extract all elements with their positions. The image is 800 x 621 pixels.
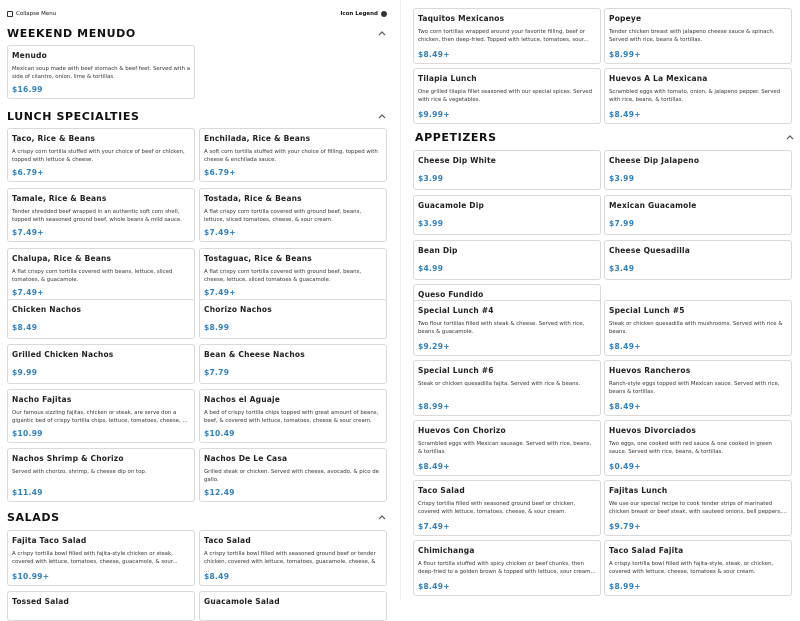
menu-item-price: $10.49 <box>204 429 235 438</box>
appetizers-title: APPETIZERS <box>415 130 497 144</box>
menu-item-description: A crispy tortilla bowl filled with seasoned ground beef or tender chicken, covered with lettuce, tomatoes, guacamole, cheese, & ... <box>204 551 376 574</box>
menu-item-card[interactable] <box>199 188 387 242</box>
menu-item-name: Nachos Shrimp & Chorizo <box>12 454 124 463</box>
menu-item-name: Huevos Divorciados <box>609 426 697 435</box>
menu-item-name: Tamale, Rice & Beans <box>12 194 107 203</box>
menu-item-description: Two flour tortillas filled with steak & cheese. Served with rice, beans & guacamole. <box>418 321 585 336</box>
menu-item-card[interactable] <box>413 300 601 356</box>
menu-item-name: Popeye <box>609 14 642 23</box>
menu-item-card[interactable] <box>604 480 792 536</box>
menu-item-card[interactable] <box>604 150 792 190</box>
menu-item-name: Queso Fundido <box>418 290 484 299</box>
menu-item-card[interactable] <box>199 248 387 302</box>
menu-item-price: $7.79 <box>204 368 230 377</box>
menu-item-price: $8.99 <box>204 323 230 332</box>
menu-item-name: Chorizo Nachos <box>204 305 272 314</box>
menu-item-price: $11.49 <box>12 488 43 497</box>
menu-item-card[interactable] <box>413 240 601 280</box>
menu-item-description: Mexican soup made with beef stomach & beef feet. Served with a side of cilantro, onion, lime & tortillas. <box>12 66 191 81</box>
menu-item-price: $8.49+ <box>418 50 450 59</box>
menu-item-name: Mexican Guacamole <box>609 201 697 210</box>
menu-item-name: Huevos A La Mexicana <box>609 74 708 83</box>
menu-item-name: Special Lunch #6 <box>418 366 494 375</box>
menu-item-card[interactable] <box>604 240 792 280</box>
menu-item-price: $7.49+ <box>418 522 450 531</box>
menu-item-description: A crispy corn tortilla stuffed with your choice of beef or chicken, topped with lettuce & cheese. <box>12 149 185 164</box>
menu-item-card[interactable] <box>604 360 792 416</box>
weekend-menudo-title: WEEKEND MENUDO <box>7 26 136 40</box>
menu-item-card[interactable] <box>7 248 195 302</box>
menu-item-name: Taco, Rice & Beans <box>12 134 96 143</box>
menu-item-card[interactable] <box>7 299 195 339</box>
menu-item-description: Scrambled eggs with Mexican sausage. Served with rice, beans, & tortillas. <box>418 441 592 456</box>
weekend-menudo-header[interactable] <box>7 24 387 42</box>
menu-item-name: Tostaguac, Rice & Beans <box>204 254 312 263</box>
menu-item-card[interactable] <box>604 420 792 476</box>
menu-item-name: Cheese Dip Jalapeno <box>609 156 700 165</box>
menu-item-name: Huevos Rancheros <box>609 366 691 375</box>
menu-item-price: $8.49+ <box>609 342 641 351</box>
menu-item-card[interactable] <box>604 300 792 356</box>
menu-item-card[interactable] <box>7 591 195 621</box>
menu-item-name: Nachos De Le Casa <box>204 454 288 463</box>
menu-item-price: $6.79+ <box>204 168 236 177</box>
menu-item-price: $8.99+ <box>609 582 641 591</box>
menu-item-name: Special Lunch #5 <box>609 306 685 315</box>
menu-item-description: A crispy tortilla bowl filled with fajita-style, steak, or chicken, covered with lettuce, cheese, tomatoes & sour cream. <box>609 561 774 576</box>
icon-legend-label: Icon Legend <box>340 11 378 17</box>
menu-item-price: $8.49+ <box>418 582 450 591</box>
menu-item-name: Taco Salad <box>418 486 465 495</box>
menu-item-name: Taquitos Mexicanos <box>418 14 505 23</box>
salads-title: SALADS <box>7 510 60 524</box>
menu-item-description: Served with chorizo, shrimp, & cheese dip on top. <box>12 469 147 475</box>
menu-item-description: A flat crispy corn tortilla covered with ground beef, beans, cheese, lettuce, sliced tomatoes & guacamole. <box>204 269 362 284</box>
menu-item-card[interactable] <box>199 591 387 621</box>
menu-item-card[interactable] <box>604 195 792 235</box>
menu-item-price: $12.49 <box>204 488 235 497</box>
menu-item-name: Fajitas Lunch <box>609 486 668 495</box>
menu-item-price: $7.49+ <box>12 288 44 297</box>
menu-item-name: Bean Dip <box>418 246 458 255</box>
menu-item-price: $8.49 <box>12 323 38 332</box>
menu-item-price: $8.99+ <box>609 50 641 59</box>
menu-item-name: Bean & Cheese Nachos <box>204 350 305 359</box>
menu-item-description: A bed of crispy tortilla chips topped with great amount of beans, beef, & covered with lettuce, tomatoes, cheese & sour cream. <box>204 410 379 425</box>
column-divider <box>400 0 401 600</box>
menu-item-price: $3.99 <box>418 174 444 183</box>
menu-item-price: $0.49+ <box>609 462 641 471</box>
menu-item-price: $3.99 <box>418 219 444 228</box>
menu-item-price: $7.49+ <box>204 288 236 297</box>
menu-item-name: Special Lunch #4 <box>418 306 494 315</box>
menu-item-name: Guacamole Salad <box>204 597 280 606</box>
menu-column-left <box>7 0 394 606</box>
menu-item-price: $9.79+ <box>609 522 641 531</box>
menu-item-card[interactable] <box>413 540 601 596</box>
chevron-up-icon[interactable] <box>785 132 795 142</box>
menu-item-description: Grilled steak or chicken. Served with cheese, avocado, & pico de gallo. <box>204 469 379 484</box>
menu-item-card[interactable] <box>604 540 792 596</box>
menu-item-price: $8.99+ <box>418 402 450 411</box>
menu-item-name: Chimichanga <box>418 546 475 555</box>
menu-item-price: $3.99 <box>609 174 635 183</box>
menu-item-name: Tossed Salad <box>12 597 70 606</box>
menu-item-name: Fajita Taco Salad <box>12 536 87 545</box>
menu-item-card[interactable] <box>413 68 601 124</box>
menu-item-card[interactable] <box>199 344 387 384</box>
chevron-up-icon[interactable] <box>377 512 387 522</box>
menu-item-name: Menudo <box>12 51 47 60</box>
menu-item-name: Guacamole Dip <box>418 201 485 210</box>
menu-item-card[interactable] <box>7 344 195 384</box>
menu-item-card[interactable] <box>413 8 601 64</box>
menu-item-name: Tostada, Rice & Beans <box>204 194 302 203</box>
menu-item-price: $9.29+ <box>418 342 450 351</box>
menu-item-card[interactable] <box>199 389 387 443</box>
menu-item-price: $7.99 <box>609 219 635 228</box>
menu-item-card[interactable] <box>413 360 601 416</box>
menu-item-card[interactable] <box>413 150 601 190</box>
menu-item-name: Chicken Nachos <box>12 305 82 314</box>
menu-item-card[interactable] <box>7 128 195 182</box>
salads-header[interactable] <box>7 508 387 526</box>
menu-item-card[interactable] <box>604 8 792 64</box>
menu-item-card[interactable] <box>604 68 792 124</box>
menu-column-right <box>410 0 796 600</box>
menu-item-name: Tilapia Lunch <box>418 74 477 83</box>
menu-item-description: Two eggs, one cooked with red sauce & one cooked in green sauce. Served with rice, beans, & tortillas. <box>609 441 772 456</box>
menu-item-card[interactable] <box>7 530 195 586</box>
menu-item-description: A flour tortilla stuffed with spicy chicken or beef chunks, then deep-fried to a golden brown & topped with lettuce, sour cream... <box>418 561 596 576</box>
menu-item-description: Ranch-style eggs topped with Mexican sauce. Served with rice, beans & tortillas. <box>609 381 780 396</box>
menu-item-price: $8.49+ <box>609 402 641 411</box>
menu-item-card[interactable] <box>7 188 195 242</box>
menu-item-description: Two corn tortillas wrapped around your favorite filling, beef or chicken, then deep-fried. Topped with lettuce, tomatoes, sour... <box>418 29 589 44</box>
menu-item-description: A flat crispy corn tortilla covered with beans, lettuce, sliced tomatoes, & guacamole. <box>12 269 173 284</box>
menu-item-card[interactable] <box>7 45 195 99</box>
menu-item-name: Cheese Dip White <box>418 156 497 165</box>
menu-item-name: Nacho Fajitas <box>12 395 72 404</box>
menu-item-description: Tender shredded beef wrapped in an authentic soft corn shell, topped with seasoned ground beef, whole beans & mild sauce. <box>12 209 182 224</box>
menu-item-price: $10.99+ <box>12 572 50 581</box>
menu-item-card[interactable] <box>199 448 387 502</box>
menu-item-card[interactable] <box>199 530 387 586</box>
menu-item-price: $10.99 <box>12 429 43 438</box>
menu-item-card[interactable] <box>7 389 195 443</box>
menu-item-price: $8.49 <box>204 572 230 581</box>
menu-item-description: A crispy tortilla bowl filled with fajita-style chicken or steak, covered with lettuce, tomatoes, cheese, guacamole, & sour... <box>12 551 178 566</box>
menu-item-price: $3.49 <box>609 264 635 273</box>
menu-item-price: $4.99 <box>418 264 444 273</box>
menu-item-name: Chalupa, Rice & Beans <box>12 254 112 263</box>
menu-item-name: Taco Salad Fajita <box>609 546 684 555</box>
menu-item-card[interactable] <box>199 299 387 339</box>
menu-item-description: Steak or chicken quesadilla with mushrooms. Served with rice & beans. <box>609 321 783 336</box>
menu-item-description: Scrambled eggs with tomato, onion, & jalapeno pepper. Served with rice, beans, & tortillas. <box>609 89 781 104</box>
menu-item-price: $8.49+ <box>609 110 641 119</box>
menu-item-price: $6.79+ <box>12 168 44 177</box>
menu-item-card[interactable] <box>413 480 601 536</box>
menu-item-description: Tender chicken breast with jalapeno cheese sauce & spinach. Served with rice, beans & tortillas. <box>609 29 775 44</box>
chevron-up-icon[interactable] <box>377 111 387 121</box>
menu-item-name: Taco Salad <box>204 536 251 545</box>
menu-item-card[interactable] <box>7 448 195 502</box>
menu-item-name: Huevos Con Chorizo <box>418 426 506 435</box>
menu-item-name: Nachos el Aguaje <box>204 395 281 404</box>
appetizers-header[interactable] <box>415 128 795 146</box>
menu-item-description: A flat crispy corn tortilla covered with ground beef, beans, lettuce, sliced tomatoes, cheese, & sour cream. <box>204 209 362 224</box>
lunch-specialties-header[interactable] <box>7 107 387 125</box>
collapse-menu-label: Collapse Menu <box>16 11 57 17</box>
menu-item-name: Cheese Quesadilla <box>609 246 691 255</box>
menu-item-price: $9.99+ <box>418 110 450 119</box>
menu-item-description: A soft corn tortilla stuffed with your choice of filling, topped with cheese & enchilada sauce. <box>204 149 378 164</box>
menu-item-price: $16.99 <box>12 85 43 94</box>
menu-item-price: $8.49+ <box>418 462 450 471</box>
menu-item-description: One grilled tilapia fillet seasoned with our special spices. Served with rice & vegetables. <box>418 89 593 104</box>
menu-item-description: Crispy tortilla filled with seasoned ground beef or chicken, covered with lettuce, tomatoes, cheese, & sour cream. <box>418 501 576 516</box>
menu-item-description: Our famous sizzling fajitas, chicken or steak, are serve don a gigantic bed of crispy tortilla chips, lettuce, tomatoes, cheese, ... <box>12 410 188 425</box>
menu-item-name: Grilled Chicken Nachos <box>12 350 114 359</box>
menu-item-card[interactable] <box>413 195 601 235</box>
chevron-up-icon[interactable] <box>377 28 387 38</box>
menu-item-price: $7.49+ <box>204 228 236 237</box>
menu-item-card[interactable] <box>199 128 387 182</box>
menu-item-description: We use our special recipe to cook tender strips of marinated chicken breast or beef steak, with sauteed onions, bell peppers,... <box>609 501 787 516</box>
menu-item-price: $7.49+ <box>12 228 44 237</box>
menu-item-description: Steak or chicken quesadilla fajita. Served with rice & beans. <box>418 381 581 387</box>
menu-item-price: $9.99 <box>12 368 38 377</box>
menu-item-card[interactable] <box>413 420 601 476</box>
lunch-specialties-title: LUNCH SPECIALTIES <box>7 109 140 123</box>
menu-item-name: Enchilada, Rice & Beans <box>204 134 311 143</box>
